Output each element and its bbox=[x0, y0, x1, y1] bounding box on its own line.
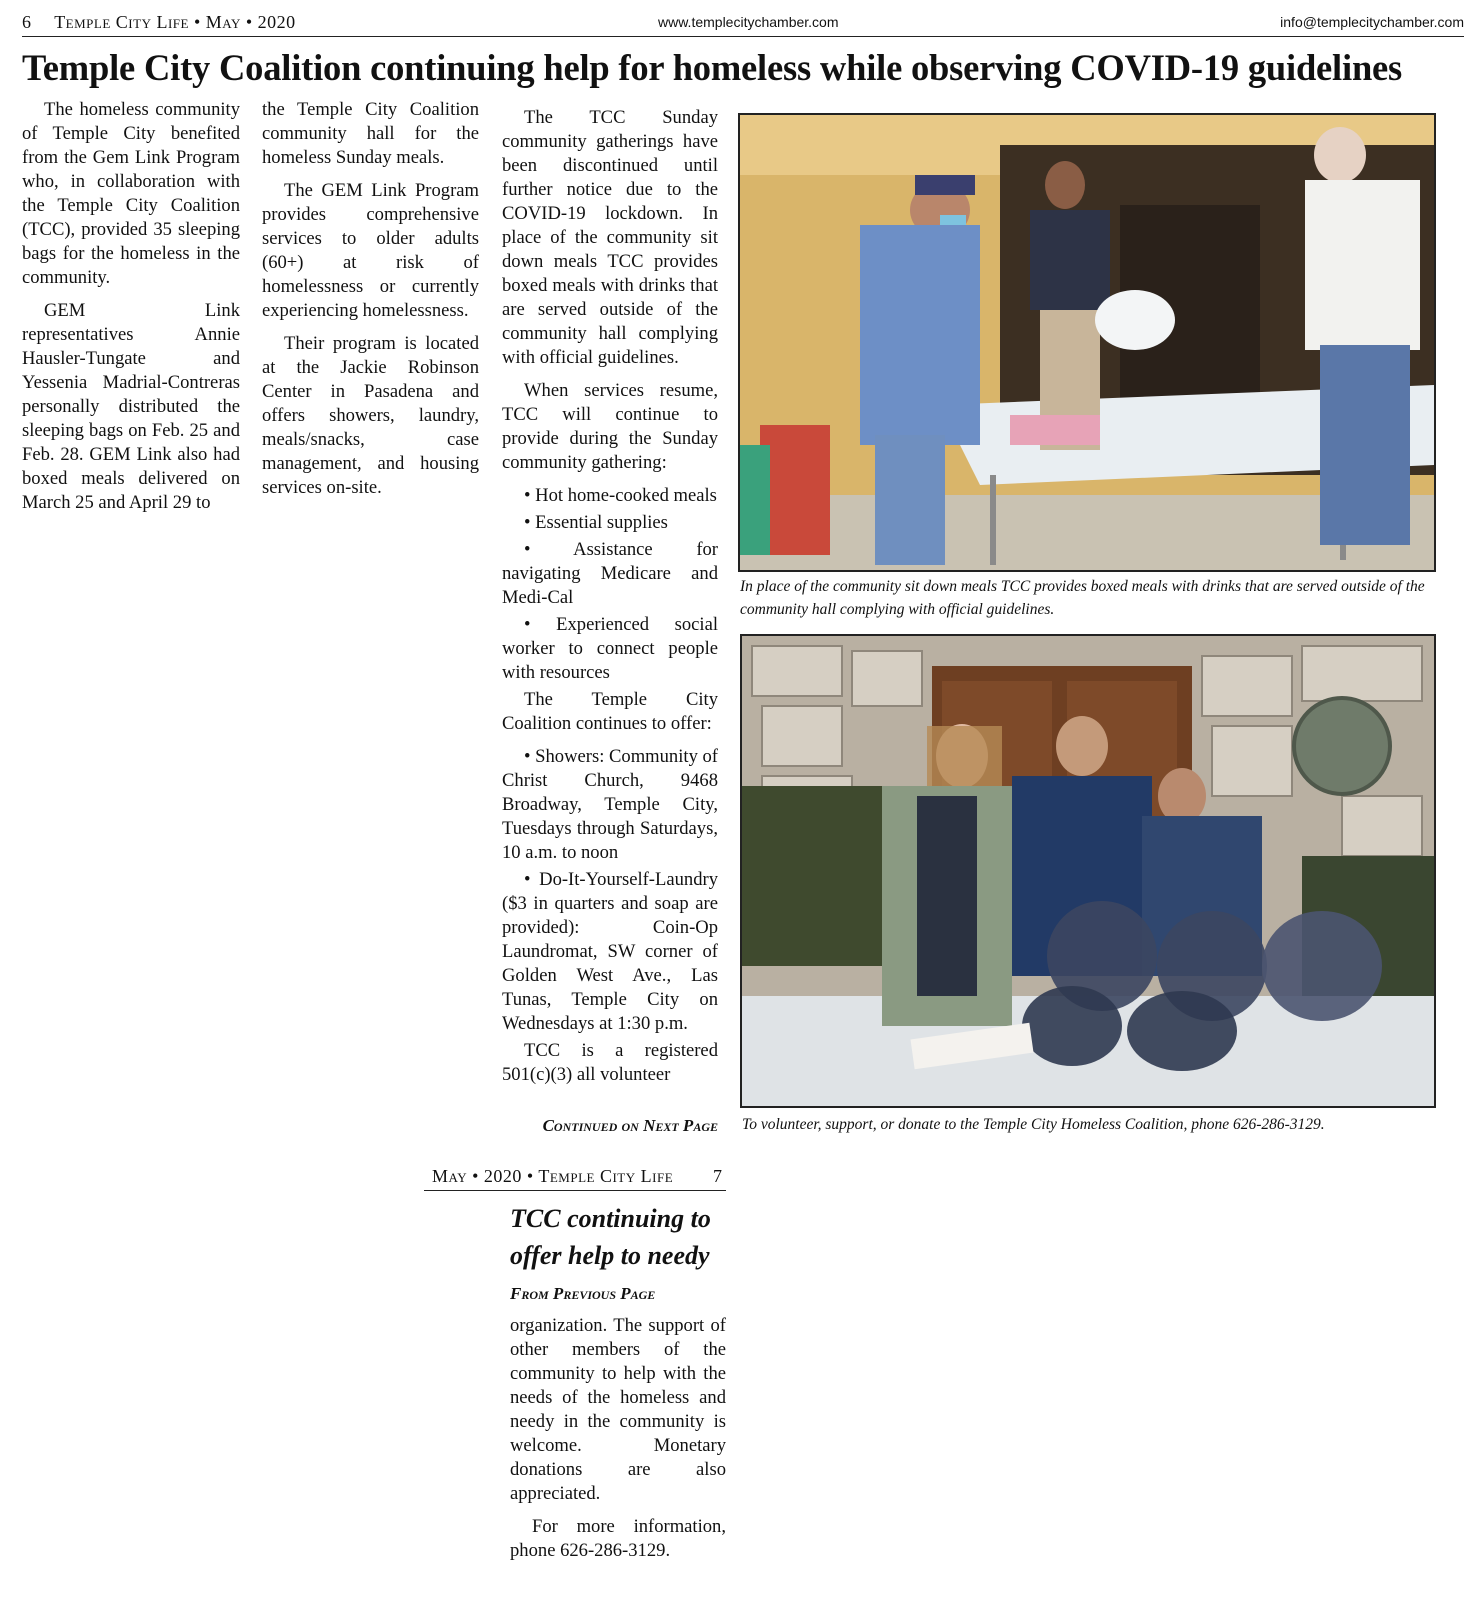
paragraph: TCC is a registered 501(c)(3) all volunteer bbox=[502, 1040, 718, 1085]
page-masthead bbox=[22, 10, 1464, 37]
paragraph: The Temple City Coalition continues to offer: bbox=[502, 689, 718, 734]
photo-sleeping-bags bbox=[740, 634, 1436, 1108]
page7-publication-line: May • 2020 • Temple City Life bbox=[432, 1166, 674, 1186]
paragraph: GEM Link representatives Annie Hausler-Tungate and Yessenia Madrial-Contreras personally distributed the sleeping bags on Feb. 25 and Feb. 28. GEM Link also had boxed meals delivered on March 25 and April 29 to bbox=[22, 300, 240, 513]
list-item: • Essential supplies bbox=[524, 512, 668, 533]
continuation-column bbox=[510, 1314, 726, 1572]
page7-number: 7 bbox=[713, 1166, 722, 1186]
paragraph: The homeless community of Temple City benefited from the Gem Link Program who, in collaboration with the Temple City Coalition (TCC), provided 35 sleeping bags for the homeless in the community. bbox=[22, 99, 240, 288]
list-item: • Showers: Community of Christ Church, 9468 Broadway, Temple City, Tuesdays through Saturdays, 10 a.m. to noon bbox=[502, 746, 718, 863]
article-column-2 bbox=[262, 98, 479, 509]
article-column-3 bbox=[502, 106, 718, 1096]
article-column-1 bbox=[22, 98, 240, 524]
article-headline: Temple City Coalition continuing help for homeless while observing COVID-19 guidelines bbox=[22, 47, 1403, 88]
list-item: • Experienced social worker to connect people with resources bbox=[502, 614, 718, 683]
paragraph: When services resume, TCC will continue to provide during the Sunday community gathering: bbox=[502, 380, 718, 473]
photo-boxed-meals bbox=[738, 113, 1436, 572]
masthead-left bbox=[22, 12, 296, 33]
email-link[interactable]: info@templecitychamber.com bbox=[1280, 14, 1464, 30]
paragraph: The TCC Sunday community gatherings have been discontinued until further notice due to the COVID-19 lockdown. In place of the community sit down meals TCC provides boxed meals with drinks that are served outside of the community hall complying with official guidelines. bbox=[502, 107, 718, 368]
paragraph: the Temple City Coalition community hall for the homeless Sunday meals. bbox=[262, 99, 479, 168]
photo-sleeping-bags-image bbox=[742, 636, 1434, 1106]
website-link[interactable]: www.templecitychamber.com bbox=[658, 14, 839, 30]
from-previous-page: From Previous Page bbox=[510, 1284, 656, 1303]
paragraph: The GEM Link Program provides comprehensive services to older adults (60+) at risk of homelessness or currently experiencing homelessness. bbox=[262, 180, 479, 321]
photo-caption-1: In place of the community sit down meals TCC provides boxed meals with drinks that are served outside of the community hall complying with official guidelines. bbox=[740, 578, 1425, 618]
publication-line: Temple City Life • May • 2020 bbox=[54, 12, 296, 32]
photo-caption-2: To volunteer, support, or donate to the Temple City Homeless Coalition, phone 626-286-3129. bbox=[742, 1116, 1325, 1133]
continued-next-page: Continued on Next Page bbox=[542, 1116, 718, 1135]
list-item: • Do-It-Yourself-Laundry ($3 in quarters and soap are provided): Coin-Op Laundromat, SW corner of Golden West Ave., Las Tunas, Temple City on Wednesdays at 1:30 p.m. bbox=[502, 869, 718, 1034]
paragraph: Their program is located at the Jackie Robinson Center in Pasadena and offers showers, laundry, meals/snacks, case management, and housing services on-site. bbox=[262, 333, 479, 498]
photo-boxed-meals-image bbox=[740, 115, 1434, 570]
page7-masthead bbox=[424, 1164, 726, 1191]
paragraph: organization. The support of other members of the community to help with the needs of the homeless and needy in the community is welcome. Monetary donations are also appreciated. bbox=[510, 1315, 726, 1504]
continuation-headline: TCC continuing to offer help to needy bbox=[510, 1204, 711, 1270]
page-number: 6 bbox=[22, 12, 32, 32]
list-item: • Hot home-cooked meals bbox=[524, 485, 717, 506]
list-item: • Assistance for navigating Medicare and Medi-Cal bbox=[502, 539, 718, 608]
paragraph: For more information, phone 626-286-3129. bbox=[510, 1516, 726, 1561]
